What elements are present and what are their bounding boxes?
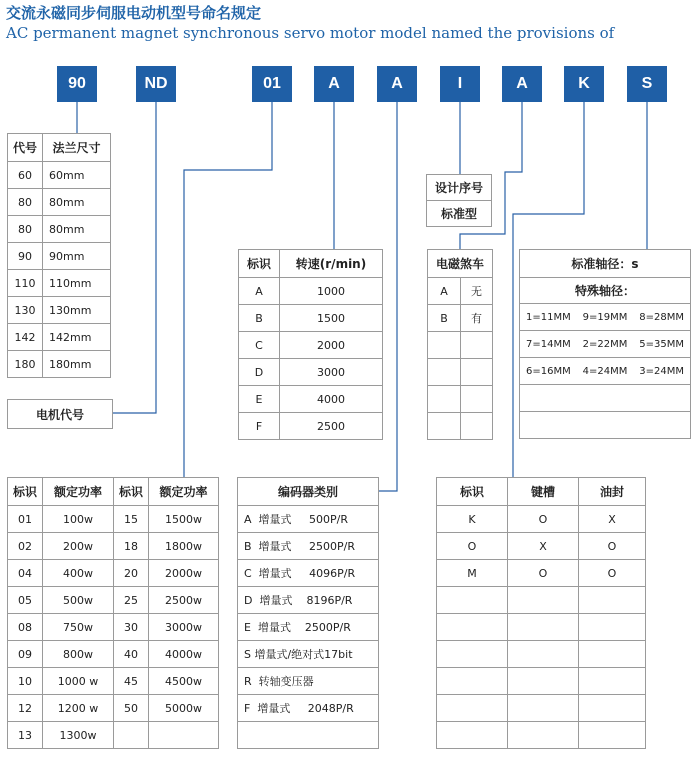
table-row	[437, 668, 646, 695]
table-row	[8, 533, 219, 560]
table-row	[437, 695, 646, 722]
code-box-flange: 90	[57, 66, 97, 102]
page-title: 交流永磁同步伺服电动机型号命名规定	[6, 4, 262, 22]
encoder-header: 编码器类别	[238, 478, 379, 506]
table-row	[520, 385, 691, 412]
flange-code: 60	[8, 162, 43, 189]
flange-code: 80	[8, 216, 43, 243]
speed-id: B	[239, 305, 280, 332]
power-id: 12	[8, 695, 43, 722]
power-id: 40	[114, 641, 149, 668]
flange-size: 60mm	[43, 162, 111, 189]
shaft-size: 9=19MM	[577, 304, 634, 331]
flange-size: 80mm	[43, 216, 111, 243]
power-id	[114, 722, 149, 749]
shaft-size: 5=35MM	[633, 331, 690, 358]
flange-size: 180mm	[43, 351, 111, 378]
code-box-motor: ND	[136, 66, 176, 102]
encoder-type: E 增量式 2500P/R	[238, 614, 379, 641]
table-row	[520, 304, 691, 331]
power-value: 400w	[43, 560, 114, 587]
design-seq-table	[426, 174, 492, 227]
power-id: 02	[8, 533, 43, 560]
flange-code: 180	[8, 351, 43, 378]
shaft-table	[519, 249, 691, 439]
table-row	[239, 386, 383, 413]
power-id: 50	[114, 695, 149, 722]
table-row	[8, 324, 111, 351]
encoder-type: A 增量式 500P/R	[238, 506, 379, 533]
table-row	[520, 358, 691, 385]
table-row	[8, 668, 219, 695]
power-header-id: 标识	[8, 478, 43, 506]
flange-header-code: 代号	[8, 134, 43, 162]
speed-value: 2000	[280, 332, 383, 359]
power-value	[149, 722, 219, 749]
table-row	[437, 722, 646, 749]
flange-code: 130	[8, 297, 43, 324]
shaft-size: 8=28MM	[633, 304, 690, 331]
key-keyway: X	[508, 533, 579, 560]
table-row	[8, 641, 219, 668]
shaft-size: 4=24MM	[577, 358, 634, 385]
table-row	[437, 560, 646, 587]
power-value: 200w	[43, 533, 114, 560]
power-header-rated: 额定功率	[43, 478, 114, 506]
table-row	[8, 297, 111, 324]
table-row	[8, 216, 111, 243]
speed-table	[238, 249, 383, 440]
table-row	[238, 695, 379, 722]
table-row	[8, 162, 111, 189]
encoder-type: S 增量式/绝对式17bit	[238, 641, 379, 668]
power-value: 1800w	[149, 533, 219, 560]
key-header-oilseal: 油封	[579, 478, 646, 506]
flange-size: 130mm	[43, 297, 111, 324]
table-row	[8, 614, 219, 641]
table-row	[239, 359, 383, 386]
table-row	[8, 243, 111, 270]
table-row	[239, 413, 383, 440]
table-row	[428, 278, 493, 305]
table-row	[8, 587, 219, 614]
table-row	[428, 332, 493, 359]
code-box-key: K	[564, 66, 604, 102]
brake-header: 电磁煞车	[428, 250, 493, 278]
encoder-table	[237, 477, 379, 749]
flange-size: 142mm	[43, 324, 111, 351]
power-id: 20	[114, 560, 149, 587]
shaft-size: 2=22MM	[577, 331, 634, 358]
power-header-rated: 额定功率	[149, 478, 219, 506]
encoder-type: B 增量式 2500P/R	[238, 533, 379, 560]
power-id: 10	[8, 668, 43, 695]
table-row	[238, 668, 379, 695]
key-id: M	[437, 560, 508, 587]
speed-id: C	[239, 332, 280, 359]
key-oilseal: O	[579, 560, 646, 587]
table-row	[437, 614, 646, 641]
table-row	[238, 614, 379, 641]
table-row	[8, 722, 219, 749]
power-value: 1000 w	[43, 668, 114, 695]
brake-id: A	[428, 278, 461, 305]
table-row	[437, 587, 646, 614]
brake-table	[427, 249, 493, 440]
power-id: 25	[114, 587, 149, 614]
table-row	[8, 189, 111, 216]
power-id: 01	[8, 506, 43, 533]
power-value: 500w	[43, 587, 114, 614]
table-row	[8, 270, 111, 297]
power-id: 15	[114, 506, 149, 533]
key-id: K	[437, 506, 508, 533]
speed-value: 1500	[280, 305, 383, 332]
power-value: 4500w	[149, 668, 219, 695]
table-row	[428, 413, 493, 440]
table-row	[437, 641, 646, 668]
flange-code: 142	[8, 324, 43, 351]
power-id: 13	[8, 722, 43, 749]
key-keyway: O	[508, 506, 579, 533]
power-value: 4000w	[149, 641, 219, 668]
power-value: 1500w	[149, 506, 219, 533]
brake-value: 有	[461, 305, 493, 332]
encoder-type: R 转轴变压器	[238, 668, 379, 695]
power-value: 2500w	[149, 587, 219, 614]
table-row	[238, 560, 379, 587]
key-keyway: O	[508, 560, 579, 587]
power-value: 1200 w	[43, 695, 114, 722]
design-seq-value: 标准型	[427, 201, 492, 227]
brake-id: B	[428, 305, 461, 332]
power-value: 5000w	[149, 695, 219, 722]
shaft-size: 1=11MM	[520, 304, 577, 331]
power-id: 30	[114, 614, 149, 641]
encoder-type: D 增量式 8196P/R	[238, 587, 379, 614]
flange-size: 110mm	[43, 270, 111, 297]
flange-code: 80	[8, 189, 43, 216]
power-value: 100w	[43, 506, 114, 533]
speed-id: E	[239, 386, 280, 413]
speed-id: F	[239, 413, 280, 440]
table-row	[8, 351, 111, 378]
table-row	[238, 722, 379, 749]
table-row	[238, 533, 379, 560]
flange-size: 80mm	[43, 189, 111, 216]
shaft-size: 3=24MM	[633, 358, 690, 385]
speed-value: 2500	[280, 413, 383, 440]
power-id: 45	[114, 668, 149, 695]
code-box-shaft: S	[627, 66, 667, 102]
flange-header-size: 法兰尺寸	[43, 134, 111, 162]
encoder-type: C 增量式 4096P/R	[238, 560, 379, 587]
key-header-id: 标识	[437, 478, 508, 506]
code-box-speed: A	[314, 66, 354, 102]
power-id: 05	[8, 587, 43, 614]
flange-code: 90	[8, 243, 43, 270]
power-value: 1300w	[43, 722, 114, 749]
speed-id: A	[239, 278, 280, 305]
power-id: 18	[114, 533, 149, 560]
power-table	[7, 477, 219, 749]
table-row	[238, 506, 379, 533]
power-value: 800w	[43, 641, 114, 668]
table-row	[520, 412, 691, 439]
table-row	[428, 386, 493, 413]
power-value: 750w	[43, 614, 114, 641]
speed-value: 4000	[280, 386, 383, 413]
motor-code-label: 电机代号	[7, 399, 113, 429]
code-box-design: I	[440, 66, 480, 102]
speed-header-id: 标识	[239, 250, 280, 278]
key-table	[436, 477, 646, 749]
code-box-power: 01	[252, 66, 292, 102]
table-row	[239, 278, 383, 305]
table-row	[8, 695, 219, 722]
shaft-header-special: 特殊轴径：	[520, 278, 691, 304]
speed-value: 3000	[280, 359, 383, 386]
key-oilseal: X	[579, 506, 646, 533]
shaft-header-standard: 标准轴径：s	[520, 250, 691, 278]
table-row	[238, 587, 379, 614]
key-oilseal: O	[579, 533, 646, 560]
flange-table	[7, 133, 111, 378]
table-row	[437, 533, 646, 560]
power-header-id: 标识	[114, 478, 149, 506]
flange-size: 90mm	[43, 243, 111, 270]
power-value: 2000w	[149, 560, 219, 587]
power-id: 08	[8, 614, 43, 641]
power-id: 09	[8, 641, 43, 668]
power-value: 3000w	[149, 614, 219, 641]
shaft-size: 7=14MM	[520, 331, 577, 358]
shaft-size: 6=16MM	[520, 358, 577, 385]
table-row	[239, 332, 383, 359]
table-row	[437, 506, 646, 533]
speed-value: 1000	[280, 278, 383, 305]
power-id: 04	[8, 560, 43, 587]
page-subtitle: AC permanent magnet synchronous servo motor model named the provisions of	[6, 24, 615, 42]
table-row	[8, 506, 219, 533]
encoder-type: F 增量式 2048P/R	[238, 695, 379, 722]
table-row	[520, 331, 691, 358]
speed-id: D	[239, 359, 280, 386]
code-box-brake: A	[502, 66, 542, 102]
flange-code: 110	[8, 270, 43, 297]
design-seq-label: 设计序号	[427, 175, 492, 201]
brake-value: 无	[461, 278, 493, 305]
speed-header-rpm: 转速(r/min)	[280, 250, 383, 278]
table-row	[8, 560, 219, 587]
code-box-encoder: A	[377, 66, 417, 102]
table-row	[428, 359, 493, 386]
key-id: O	[437, 533, 508, 560]
key-header-keyway: 键槽	[508, 478, 579, 506]
table-row	[238, 641, 379, 668]
table-row	[428, 305, 493, 332]
table-row	[239, 305, 383, 332]
